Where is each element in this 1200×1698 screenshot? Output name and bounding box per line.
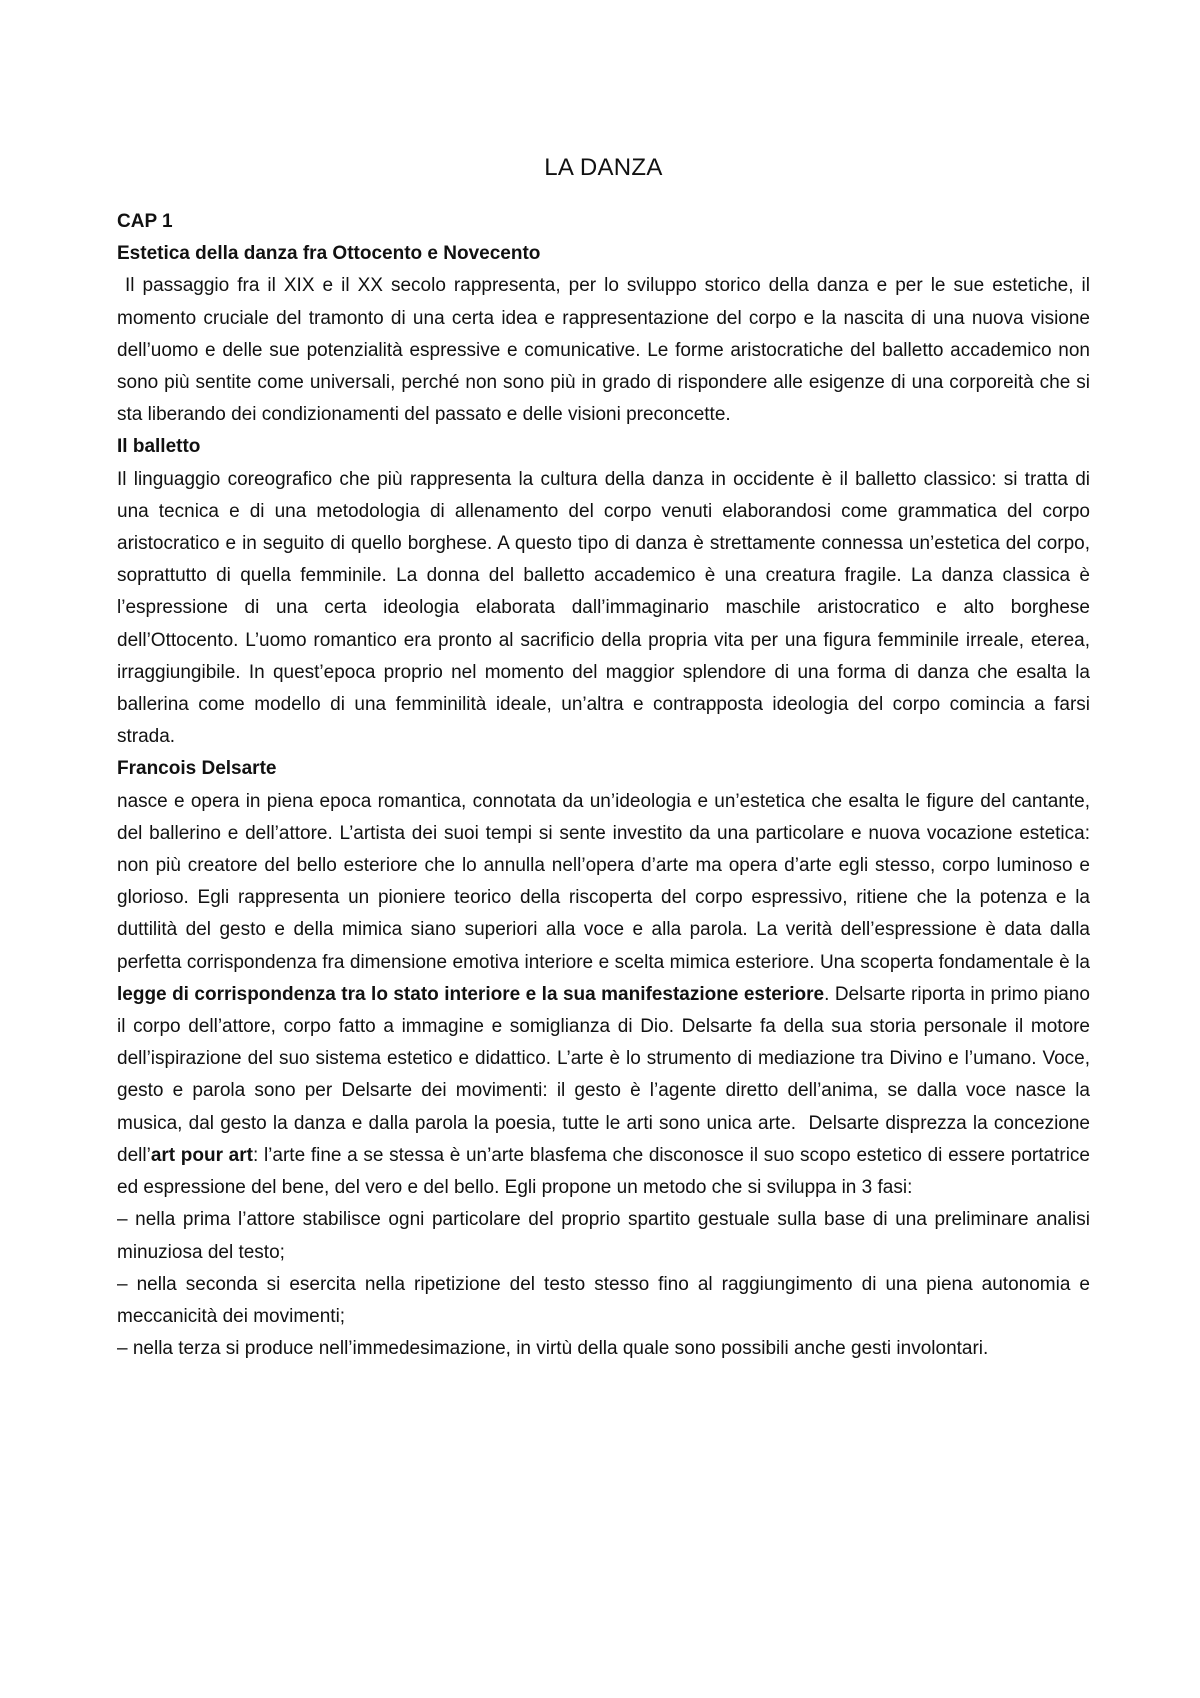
- delsarte-heading: Francois Delsarte: [117, 758, 277, 780]
- balletto-heading: Il balletto: [117, 436, 201, 458]
- phase-item: – nella terza si produce nell’immedesimazione, in virtù della quale sono possibili anche gesti involontari.: [117, 1338, 989, 1360]
- delsarte-text-part1: nasce e opera in piena epoca romantica, connotata da un’ideologia e un’estetica che esalta le figure del cantante, del ballerino e dell’attore. L’artista dei suoi tempi si sente investito da una particolare e nuova vocazione estetica: non più creatore del bello esteriore che lo annulla nell’opera d’arte ma opera d’arte egli stesso, corpo luminoso e glorioso. Egli rappresenta un pioniere teorico della riscoperta del corpo espressivo, ritiene che la potenza e la duttilità del gesto e della mimica siano superiori alla voce e alla parola. La verità dell’espressione è data dalla perfetta corrispondenza fra dimensione emotiva interiore e scelta mimica esteriore. Una scoperta fondamentale è la: [117, 790, 1096, 973]
- document-body: [117, 206, 1096, 1365]
- section-title: Estetica della danza fra Ottocento e Novecento: [117, 243, 541, 265]
- page-title: LA DANZA: [544, 154, 663, 181]
- phase-item: – nella prima l’attore stabilisce ogni particolare del proprio spartito gestuale sulla base di una preliminare analisi minuziosa del testo;: [117, 1209, 1090, 1263]
- delsarte-bold-art-pour-art: art pour art: [150, 1144, 253, 1166]
- delsarte-paragraph: [117, 786, 1096, 1205]
- chapter-label: CAP 1: [117, 211, 173, 232]
- phase-item: – nella seconda si esercita nella ripetizione del testo stesso fino al raggiungimento di una piena autonomia e meccanicità dei movimenti;: [117, 1273, 1090, 1327]
- document-page: [117, 0, 1096, 1365]
- intro-paragraph: Il passaggio fra il XIX e il XX secolo rappresenta, per lo sviluppo storico della danza e per le sue estetiche, il momento cruciale del tramonto di una certa idea e rappresentazione del corpo e la nascita di una nuova visione dell’uomo e delle sue potenzialità espressive e comunicative. Le forme aristocratiche del balletto accademico non sono più sentite come universali, perché non sono più in grado di rispondere alle esigenze di una corporeità che si sta liberando dei condizionamenti del passato e delle visioni preconcette.: [117, 275, 1096, 426]
- balletto-paragraph: Il linguaggio coreografico che più rappresenta la cultura della danza in occidente è il balletto classico: si tratta di una tecnica e di una metodologia di allenamento del corpo venuti elaborandosi come grammatica del corpo aristocratico e in seguito di quello borghese. A questo tipo di danza è strettamente connessa un’estetica del corpo, soprattutto di quella femminile. La donna del balletto accademico è una creatura fragile. La danza classica è l’espressione di una certa ideologia elaborata dall’immaginario maschile aristocratico e alto borghese dell’Ottocento. L’uomo romantico era pronto al sacrificio della propria vita per una figura femminile irreale, eterea, irraggiungibile. In quest’epoca proprio nel momento del maggior splendore di una forma di danza che esalta la ballerina come modello di una femminilità ideale, un’altra e contrapposta ideologia del corpo comincia a farsi strada.: [117, 468, 1090, 748]
- delsarte-bold-law: legge di corrispondenza tra lo stato interiore e la sua manifestazione esteriore: [117, 983, 825, 1005]
- delsarte-text-part3: : l’arte fine a se stessa è un’arte blasfema che disconosce il suo scopo estetico di essere portatrice ed espressione del bene, del vero e del bello. Egli propone un metodo che si sviluppa in 3 fasi:: [117, 1144, 1096, 1199]
- delsarte-text-part2: . Delsarte riporta in primo piano il corpo dell’attore, corpo fatto a immagine e somiglianza di Dio. Delsarte fa della sua storia personale il motore dell’ispirazione del suo sistema estetico e didattico. L’arte è lo strumento di mediazione tra Divino e l’umano. Voce, gesto e parola sono per Delsarte dei movimenti: il gesto è l’agente diretto dell’anima, se dalla voce nasce la musica, dal gesto la danza e dalla parola la poesia, tutte le arti sono unica arte. Delsarte disprezza la concezione dell’: [117, 983, 1096, 1166]
